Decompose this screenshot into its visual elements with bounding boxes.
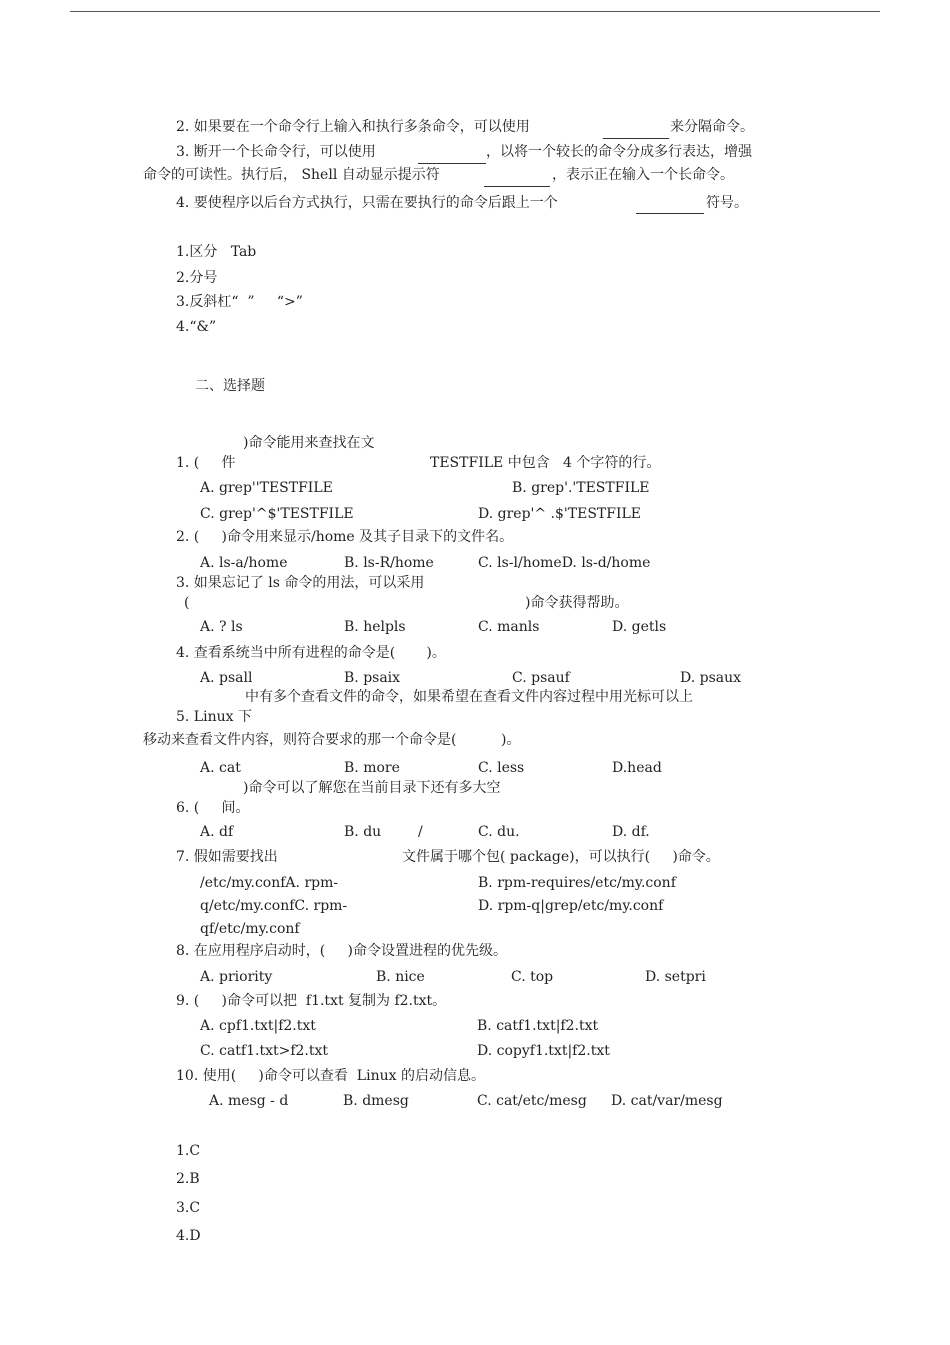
choice-q3-option-c: C. manls	[478, 619, 540, 635]
choice-q9-option-c: C. catf1.txt>f2.txt	[200, 1043, 329, 1059]
choice-q7-option-c: q/etc/my.confC. rpm-	[200, 898, 348, 914]
choice-q3-stem-tail: )命令获得帮助。	[525, 595, 629, 611]
choice-q5-stem: 5. Linux 下	[176, 709, 252, 725]
choice-q1-stem-top: )命令能用来查找在文	[243, 435, 375, 451]
choice-q1-option-c: C. grep'^$'TESTFILE	[200, 506, 354, 522]
choice-q10-option-d: D. cat/var/mesg	[611, 1093, 723, 1109]
choice-q7-stem-tail: 文件属于哪个包( package)，可以执行( )命令。	[402, 849, 720, 865]
fill-q2-suffix: 来分隔命令。	[670, 119, 754, 135]
choice-q7-stem: 7. 假如需要找出	[176, 849, 278, 865]
section-title: 二、选择题	[195, 378, 265, 394]
fill-answer-2: 2.分号	[176, 270, 218, 286]
fill-q3-blank-2	[484, 186, 550, 187]
choice-answer-2: 2.B	[176, 1171, 200, 1187]
fill-q4-suffix: 符号。	[706, 195, 748, 211]
choice-q9-option-a: A. cpf1.txt|f2.txt	[200, 1018, 316, 1034]
choice-answer-4: 4.D	[176, 1228, 201, 1244]
choice-q4-option-a: A. psall	[200, 670, 253, 686]
choice-q5-option-c: C. less	[478, 760, 525, 776]
fill-q3-blank-1	[418, 163, 486, 164]
fill-q4-blank	[636, 213, 704, 214]
choice-q5-stem-top: 中有多个查看文件的命令，如果希望在查看文件内容过程中用光标可以上	[245, 689, 693, 705]
choice-q2-option-b: B. ls-R/home	[344, 555, 434, 571]
fill-answer-3: 3.反斜杠“ ” “>”	[176, 294, 303, 310]
fill-q4-text: 4. 要使程序以后台方式执行，只需在要执行的命令后跟上一个	[176, 195, 558, 211]
choice-q6-option-d: D. df.	[612, 824, 650, 840]
fill-q2-blank	[603, 138, 669, 139]
choice-q1-option-d: D. grep'^ .$'TESTFILE	[478, 506, 642, 522]
choice-answer-1: 1.C	[176, 1143, 201, 1159]
choice-q4-option-d: D. psaux	[680, 670, 742, 686]
choice-q4-option-c: C. psauf	[512, 670, 570, 686]
choice-q4-option-b: B. psaix	[344, 670, 401, 686]
choice-q1-stem-tail: TESTFILE 中包含 4 个字符的行。	[430, 455, 661, 471]
choice-q6-stem: 6. ( 间。	[176, 800, 250, 816]
fill-q3-text: 3. 断开一个长命令行，可以使用	[176, 144, 376, 160]
choice-q10-option-a: A. mesg - d	[209, 1093, 289, 1109]
choice-q8-option-d: D. setpri	[645, 969, 706, 985]
fill-q2-text: 2. 如果要在一个命令行上输入和执行多条命令，可以使用	[176, 119, 530, 135]
choice-q9-stem: 9. ( )命令可以把 f1.txt 复制为 f2.txt。	[176, 993, 447, 1009]
choice-q2-stem: 2. ( )命令用来显示/home 及其子目录下的文件名。	[176, 529, 514, 545]
choice-q3-paren: (	[184, 595, 190, 611]
choice-q9-option-d: D. copyf1.txt|f2.txt	[477, 1043, 610, 1059]
header-rule	[70, 11, 880, 12]
choice-q7-option-d: D. rpm-q|grep/etc/my.conf	[478, 898, 664, 914]
choice-q4-stem: 4. 查看系统当中所有进程的命令是( )。	[176, 645, 446, 661]
choice-q7-option-c-continued: qf/etc/my.conf	[200, 921, 300, 937]
choice-q8-option-a: A. priority	[200, 969, 273, 985]
choice-q5-option-a: A. cat	[200, 760, 241, 776]
choice-q1-stem: 1. ( 件	[176, 455, 236, 471]
fill-q3-suffix: ，以将一个较长的命令分成多行表达，增强	[486, 144, 752, 160]
choice-q6-slash: /	[418, 824, 423, 840]
choice-q6-stem-top: )命令可以了解您在当前目录下还有多大空	[243, 780, 501, 796]
choice-q2-option-cd: C. ls-l/homeD. ls-d/home	[478, 555, 651, 571]
choice-q8-stem: 8. 在应用程序启动时，( )命令设置进程的优先级。	[176, 943, 507, 959]
choice-q6-option-a: A. df	[200, 824, 234, 840]
choice-q10-stem: 10. 使用( )命令可以查看 Linux 的启动信息。	[176, 1068, 485, 1084]
choice-q6-option-c: C. du.	[478, 824, 520, 840]
fill-answer-1: 1.区分 Tab	[176, 244, 257, 260]
choice-q5-option-d: D.head	[612, 760, 662, 776]
choice-answer-3: 3.C	[176, 1200, 201, 1216]
choice-q2-option-a: A. ls-a/home	[200, 555, 288, 571]
choice-q1-option-b: B. grep'.'TESTFILE	[512, 480, 650, 496]
choice-q3-option-b: B. helpls	[344, 619, 406, 635]
choice-q7-option-b: B. rpm-requires/etc/my.conf	[478, 875, 676, 891]
choice-q5-stem-continued: 移动来查看文件内容，则符合要求的那一个命令是( )。	[143, 732, 521, 748]
choice-q1-option-a: A. grep''TESTFILE	[200, 480, 333, 496]
choice-q10-option-b: B. dmesg	[343, 1093, 409, 1109]
fill-q3-continued: 命令的可读性。执行后， Shell 自动显示提示符	[143, 167, 440, 183]
choice-q3-stem: 3. 如果忘记了 ls 命令的用法，可以采用	[176, 575, 425, 591]
choice-q3-option-a: A. ? ls	[200, 619, 243, 635]
choice-q7-option-a: /etc/my.confA. rpm-	[200, 875, 339, 891]
choice-q6-option-b: B. du	[344, 824, 382, 840]
fill-answer-4: 4.“&”	[176, 319, 217, 335]
choice-q10-option-c: C. cat/etc/mesg	[477, 1093, 587, 1109]
choice-q3-option-d: D. getls	[612, 619, 667, 635]
choice-q8-option-b: B. nice	[376, 969, 425, 985]
choice-q8-option-c: C. top	[511, 969, 554, 985]
fill-q3-continued-suffix: ，表示正在输入一个长命令。	[552, 167, 734, 183]
choice-q9-option-b: B. catf1.txt|f2.txt	[477, 1018, 599, 1034]
choice-q5-option-b: B. more	[344, 760, 400, 776]
